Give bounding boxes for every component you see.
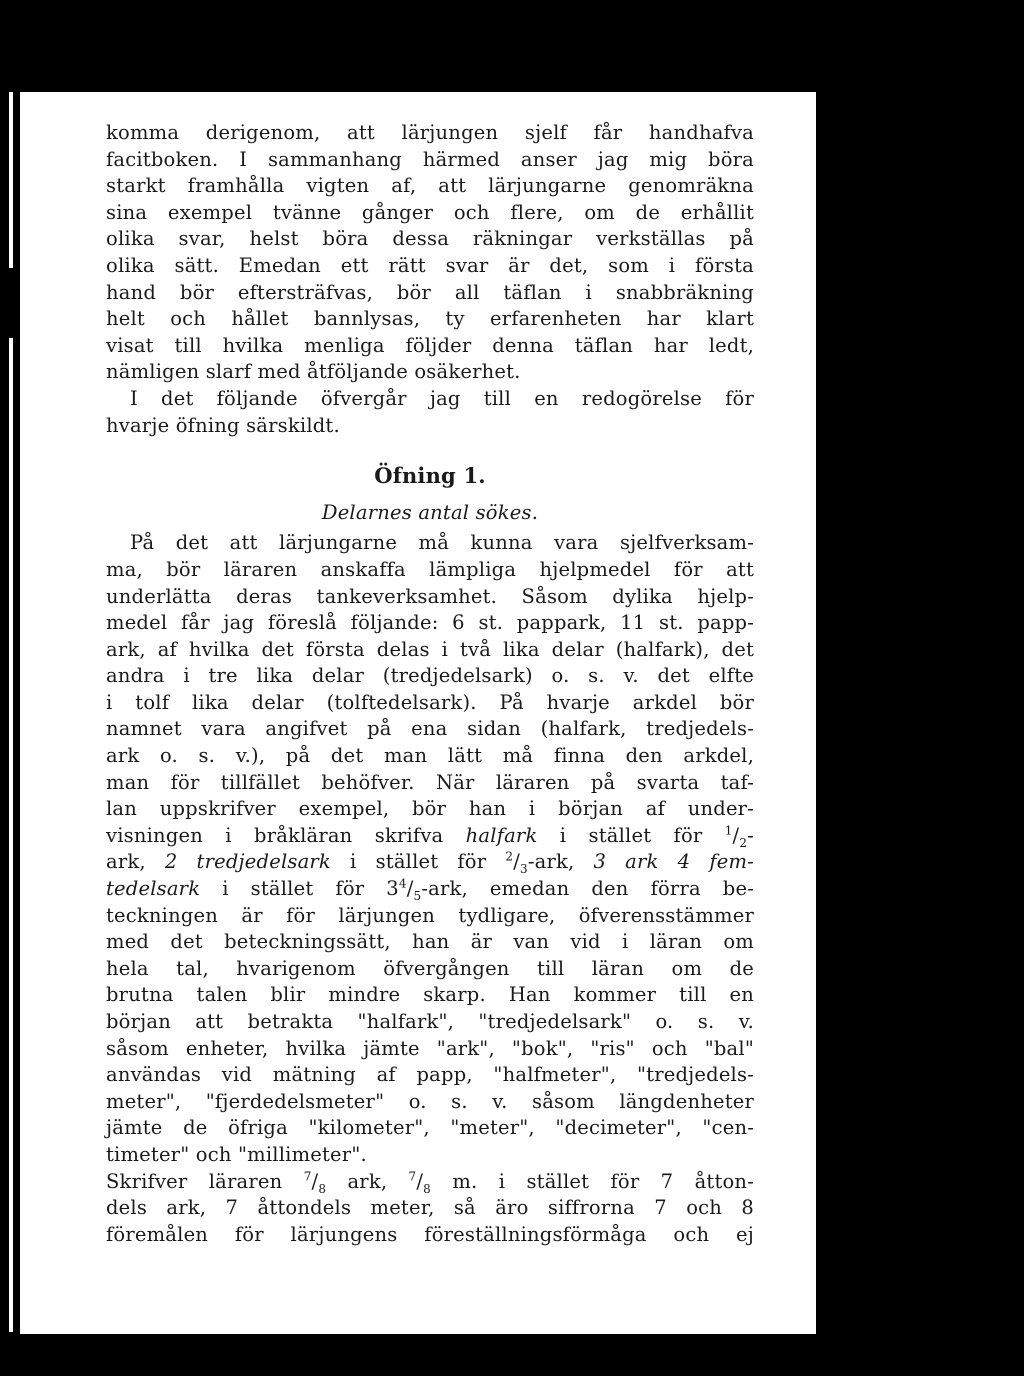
text-line: hand bör eftersträfvas, bör all täflan i snabbräkning — [106, 280, 754, 304]
text-line: hela tal, hvarigenom öfvergången till läran om de — [106, 956, 754, 980]
italic-run: 2 tredjedelsark — [164, 850, 331, 874]
text-run: ark, — [347, 1169, 388, 1193]
fraction-numerator: 7 — [303, 1169, 312, 1184]
text-line-rich: visningen i bråkläran skrifva halfark i stället för $^1/_2-$ — [106, 823, 754, 850]
text-line: namnet vara angifvet på ena sidan (halfark, tredjedels- — [106, 717, 754, 741]
text-line: brutna talen blir mindre skarp. Han kommer till en — [106, 983, 754, 1007]
text-line: början att betrakta "halfark", "tredjedelsark" o. s. v. — [106, 1010, 754, 1033]
text-line: facitboken. I sammanhang härmed anser jag mig böra — [106, 147, 754, 171]
text-line: olika sätt. Emedan ett rätt svar är det, som i första — [106, 253, 754, 277]
body-text — [106, 120, 754, 1248]
text-line: lan uppskrifver exempel, bör han i början af under- — [106, 797, 754, 821]
fraction-denominator: 5 — [413, 888, 422, 903]
fraction-denominator: 8 — [318, 1181, 327, 1196]
text-line: ark, af hvilka det första delas i två lika delar (halfark), det — [106, 637, 754, 661]
text-line: teckningen är för lärjungen tydligare, öfverensstämmer — [106, 903, 754, 927]
fraction-numerator: 7 — [408, 1169, 417, 1184]
text-line: såsom enheter, hvilka jämte "ark", "bok", "ris" och "bal" — [106, 1036, 754, 1060]
text-run: m. i stället för 7 åtton- — [452, 1169, 754, 1193]
fraction-denominator: 2 — [739, 835, 748, 850]
italic-run: 3 ark 4 fem- — [593, 850, 754, 874]
text-line: timeter" och "millimeter". — [106, 1142, 367, 1166]
text-line: komma derigenom, att lärjungen sjelf får handhafva — [106, 121, 754, 144]
section-heading: Öfning 1. — [374, 463, 486, 489]
fraction-denominator: 3 — [519, 862, 528, 877]
text-run: ark, — [106, 850, 146, 874]
text-line: olika svar, helst böra dessa räkningar verkställas på — [106, 227, 754, 251]
text-line: ark o. s. v.), på det man lätt må finna den arkdel, — [106, 744, 754, 768]
text-run: Skrifver läraren — [106, 1169, 283, 1193]
text-line: andra i tre lika delar (tredjedelsark) o. s. v. det elfte — [106, 664, 754, 688]
text-line: föremålen för lärjungens föreställningsförmåga och ej — [106, 1222, 754, 1246]
text-line: meter", "fjerdedelsmeter" o. s. v. såsom längdenheter — [106, 1089, 754, 1113]
fraction-denominator: 8 — [423, 1181, 432, 1196]
text-line: starkt framhålla vigten af, att lärjungarne genomräkna — [106, 174, 754, 198]
page-edge-gap — [9, 268, 13, 338]
text-line: visat till hvilka menliga följder denna täflan har ledt, — [106, 333, 754, 357]
text-run: i stället för 3 — [222, 877, 399, 901]
text-line: På det att lärjungarne må kunna vara sjelfverksam- — [130, 531, 754, 555]
text-line: dels ark, 7 åttondels meter, så äro siffrorna 7 och 8 — [106, 1196, 754, 1220]
text-line: man för tillfället behöfver. När läraren på svarta taf- — [106, 770, 754, 794]
text-line-rich: ark, 2 tredjedelsark i stället för $^2/_3$-ark, 3 ark 4 fem- — [106, 849, 754, 877]
text-line-rich: Skrifver läraren $^7/_8$ ark, $^7/_8$ m. i stället för 7 åtton- — [106, 1169, 754, 1196]
fraction-numerator: 1 — [724, 823, 733, 838]
text-line: användas vid mätning af papp, "halfmeter", "tredjedels- — [106, 1063, 754, 1087]
text-line: ma, bör läraren anskaffa lämpliga hjelpmedel för att — [106, 557, 754, 581]
text-run: -ark, — [527, 850, 575, 874]
text-line: i tolf lika delar (tolftedelsark). På hvarje arkdel bör — [106, 690, 754, 714]
text-line: underlätta deras tankeverksamhet. Såsom dylika hjelp- — [106, 584, 754, 608]
italic-run: tedelsark — [106, 877, 201, 901]
text-line-rich: tedelsark i stället för $3^4/_5$-ark, emedan den förra be- — [106, 876, 755, 903]
text-run: - — [747, 823, 754, 847]
fraction-numerator: 4 — [398, 876, 407, 891]
italic-run: halfark — [465, 823, 538, 847]
text-line: hvarje öfning särskildt. — [106, 413, 340, 437]
text-line: I det följande öfvergår jag till en redogörelse för — [130, 386, 754, 410]
text-run: visningen i bråkläran skrifva — [106, 823, 444, 847]
text-line: jämte de öfriga "kilometer", "meter", "decimeter", "cen- — [106, 1116, 754, 1140]
text-run: i stället för — [559, 823, 703, 847]
text-line: medel får jag föreslå följande: 6 st. pappark, 11 st. papp- — [106, 611, 754, 635]
text-run: i stället för — [350, 850, 487, 874]
text-line: helt och hållet bannlysas, ty erfarenheten har klart — [106, 307, 754, 331]
text-line: med det beteckningssätt, han är van vid i läran om — [106, 930, 754, 954]
fraction-numerator: 2 — [505, 849, 514, 864]
section-subheading: Delarnes antal sökes. — [321, 500, 539, 524]
text-line: nämligen slarf med åtföljande osäkerhet. — [106, 360, 521, 384]
text-line: sina exempel tvänne gånger och flere, om de erhållit — [106, 200, 754, 224]
text-run: -ark, emedan den förra be- — [421, 877, 755, 901]
